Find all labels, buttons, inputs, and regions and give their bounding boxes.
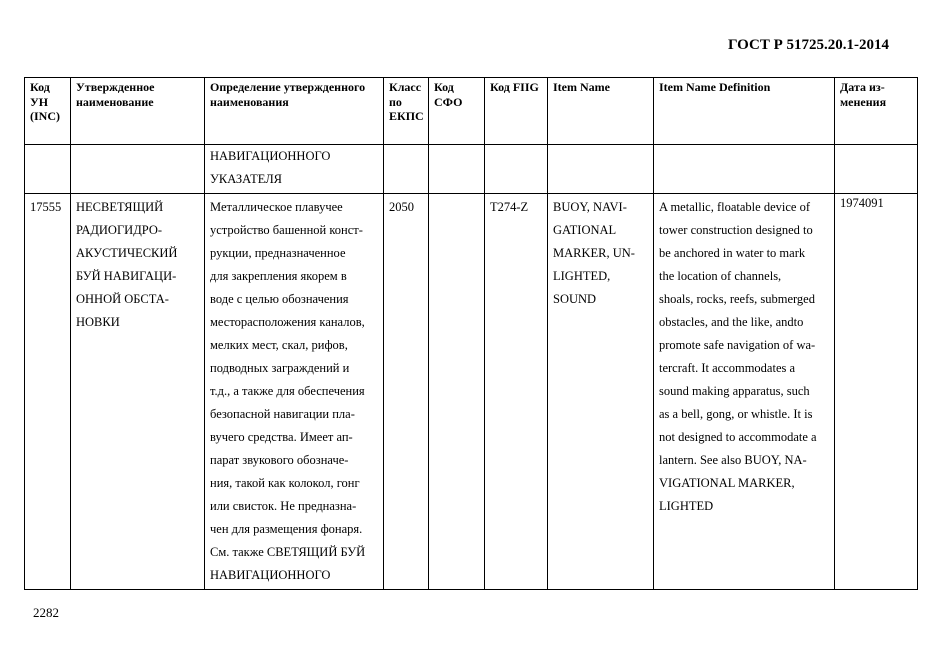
name-line: ОННОЙ ОБСТА-	[76, 292, 169, 306]
item-definition-line: sound making apparatus, such	[659, 384, 810, 398]
definition-line: ния, такой как колокол, гонг	[210, 476, 360, 490]
sfo-cell	[429, 145, 485, 194]
page-number: 2282	[33, 605, 59, 620]
item-definition-line: the location of channels,	[659, 269, 782, 283]
inc-value: 17555	[30, 200, 62, 214]
fiig-cell	[485, 145, 548, 194]
item-name-line: LIGHTED,	[553, 269, 611, 283]
item-definition-line: VIGATIONAL MARKER,	[659, 476, 795, 490]
item-name-line: GATIONAL	[553, 223, 617, 237]
date-cell	[835, 194, 918, 590]
table-row	[25, 145, 918, 194]
name-cell	[71, 194, 205, 590]
definition-line: НАВИГАЦИОННОГО	[210, 568, 331, 582]
date-cell	[835, 145, 918, 194]
item-definition-line: tercraft. It accommodates a	[659, 361, 796, 375]
fiig-value: T274-Z	[490, 200, 529, 214]
definition-line: безопасной навигации пла-	[210, 407, 355, 421]
column-header: Код FIIG	[485, 78, 548, 145]
name-cell	[71, 145, 205, 194]
definition-line: или свисток. Не предназна-	[210, 499, 357, 513]
column-header: Определение утвержденного наименования	[205, 78, 384, 145]
table-header-row	[25, 78, 918, 145]
column-header: Код СФО	[429, 78, 485, 145]
item-definition-line: LIGHTED	[659, 499, 714, 513]
item-name-line: BUOY, NAVI-	[553, 200, 627, 214]
name-line: АКУСТИЧЕСКИЙ	[76, 246, 178, 260]
definition-line: рукции, предназначенное	[210, 246, 346, 260]
ekps-cell	[384, 145, 429, 194]
item-definition-line: shoals, rocks, reefs, submerged	[659, 292, 815, 306]
column-header: Утвержденное наименование	[71, 78, 205, 145]
item-definition-line: tower construction designed to	[659, 223, 813, 237]
item-name-cell	[548, 194, 654, 590]
item-definition-cell	[654, 194, 835, 590]
definition-line: НАВИГАЦИОННОГО	[210, 149, 331, 163]
item-definition-line: obstacles, and the like, andto	[659, 315, 804, 329]
column-header: Дата из- менения	[835, 78, 918, 145]
date-value: 1974091	[840, 196, 884, 210]
definition-line: парат звукового обозначе-	[210, 453, 349, 467]
definition-line: вучего средства. Имеет ап-	[210, 430, 353, 444]
definition-line: месторасположения каналов,	[210, 315, 365, 329]
document-code: ГОСТ Р 51725.20.1-2014	[727, 37, 889, 53]
definition-line: См. также СВЕТЯЩИЙ БУЙ	[210, 545, 366, 559]
item-definition-line: lantern. See also BUOY, NA-	[659, 453, 807, 467]
ekps-cell	[384, 194, 429, 590]
definition-line: УКАЗАТЕЛЯ	[210, 172, 283, 186]
definition-line: воде с целью обозначения	[210, 292, 349, 306]
definition-line: устройство башенной конст-	[210, 223, 363, 237]
item-definition-line: as a bell, gong, or whistle. It is	[659, 407, 813, 421]
definition-line: т.д., а также для обеспечения	[210, 384, 365, 398]
inc-cell	[25, 145, 71, 194]
column-header: Код УН (INC)	[25, 78, 71, 145]
definition-line: для закрепления якорем в	[210, 269, 347, 283]
name-line: НОВКИ	[76, 315, 120, 329]
name-line: РАДИОГИДРО-	[76, 223, 163, 237]
name-line: НЕСВЕТЯЩИЙ	[76, 200, 164, 214]
item-definition-line: not designed to accommodate a	[659, 430, 817, 444]
definition-line: подводных заграждений и	[210, 361, 350, 375]
definition-line: Металлическое плавучее	[210, 200, 343, 214]
definition-line: мелких мест, скал, рифов,	[210, 338, 348, 352]
column-header: Item Name	[548, 78, 654, 145]
fiig-cell	[485, 194, 548, 590]
definition-cell	[205, 145, 384, 194]
inc-cell	[25, 194, 71, 590]
item-name-cell	[548, 145, 654, 194]
column-header: Класс по ЕКПС	[384, 78, 429, 145]
item-definition-line: be anchored in water to mark	[659, 246, 806, 260]
name-line: БУЙ НАВИГАЦИ-	[76, 269, 177, 283]
item-definition-line: promote safe navigation of wa-	[659, 338, 816, 352]
ekps-value: 2050	[389, 200, 414, 214]
item-name-line: MARKER, UN-	[553, 246, 635, 260]
column-header: Item Name Definition	[654, 78, 835, 145]
item-definition-line: A metallic, floatable device of	[659, 200, 810, 214]
item-definition-cell	[654, 145, 835, 194]
table-row	[25, 194, 918, 590]
definition-line: чен для размещения фонаря.	[210, 522, 363, 536]
item-name-line: SOUND	[553, 292, 597, 306]
definition-cell	[205, 194, 384, 590]
items-table	[24, 77, 918, 590]
sfo-cell	[429, 194, 485, 590]
